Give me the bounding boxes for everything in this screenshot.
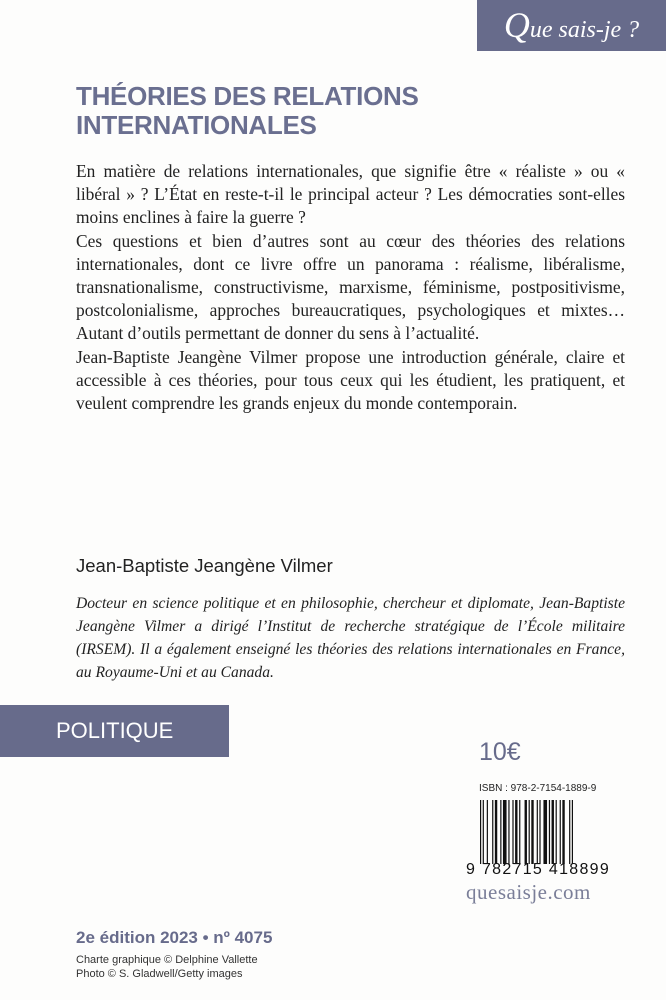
barcode-bar (569, 800, 570, 864)
edition-info: 2e édition 2023 • nº 4075 (76, 928, 273, 947)
barcode-bar (543, 800, 547, 864)
barcode-digits: 9 782715 418899 (466, 861, 611, 878)
barcode-bar (492, 800, 493, 864)
credits (76, 953, 258, 981)
barcode-bar (495, 800, 497, 864)
barcode-bar (529, 800, 530, 864)
barcode-bar (480, 800, 481, 864)
summary-paragraph: Jean-Baptiste Jeangène Vilmer propose une introduction générale, claire et accessible à ces théories, pour tous ceux qui les étudient, les pratiquent, et veulent comprendre les grands enjeux du monde contemporain. (76, 346, 625, 414)
barcode-bar (515, 800, 517, 864)
barcode-bar (525, 800, 527, 864)
barcode-bar (519, 800, 520, 864)
category-band (0, 705, 229, 757)
barcode-bar (500, 800, 501, 864)
barcode-bar (483, 800, 484, 864)
barcode-bar (560, 800, 561, 864)
summary (76, 160, 625, 415)
barcode-bar (531, 800, 533, 864)
barcode-bar (503, 800, 507, 864)
summary-paragraph: En matière de relations internationales, que signifie être « réaliste » ou « libéral » ? L’État en reste-t-il le principal acteur ? Les démocraties sont-elles moins enclines à faire la guerre ? (76, 161, 625, 228)
barcode (480, 800, 602, 864)
barcode-bar (508, 800, 509, 864)
barcode-bar (572, 800, 573, 864)
barcode-bar (512, 800, 513, 864)
barcode-bar (487, 800, 488, 864)
barcode-bar (537, 800, 538, 864)
barcode-bar (549, 800, 550, 864)
barcode-bar (556, 800, 557, 864)
author-name: Jean-Baptiste Jeangène Vilmer (76, 555, 333, 576)
book-title: THÉORIES DES RELATIONS INTERNATIONALES (76, 81, 419, 140)
isbn: ISBN : 978-2-7154-1889-9 (479, 783, 597, 794)
barcode-bar (562, 800, 564, 864)
logo-initial: Q (503, 5, 530, 45)
credit-line: Charte graphique © Delphine Vallette (76, 954, 258, 966)
summary-paragraph: Ces questions et bien d’autres sont au cœur des théories des relations internationales, dont ce livre offre un panorama : réalisme, libéralisme, transnationalisme, constructivisme, marxisme, féminisme, postpositivisme, postcolonialisme, approches bureaucratiques, psychologiques et mixtes… Autant d’outils permettant de donner du sens à l’actualité. (76, 230, 625, 344)
price: 10€ (479, 738, 521, 766)
author-bio: Docteur en science politique et en philosophie, chercheur et diplomate, Jean-Baptiste Jeangène Vilmer a dirigé l’Institut de recherche stratégique de l’École militaire (IRSEM). Il a également enseigné les théories des relations internationales en France, au Royaume-Uni et au Canada. (76, 595, 625, 681)
credit-line: Photo © S. Gladwell/Getty images (76, 968, 243, 980)
barcode-bar (552, 800, 554, 864)
que-sais-je-logo (477, 0, 666, 51)
logo-text: ue sais-je ? (529, 17, 640, 43)
website: quesaisje.com (466, 880, 591, 904)
category-label: POLITIQUE (56, 718, 174, 743)
barcode-bar (539, 800, 540, 864)
